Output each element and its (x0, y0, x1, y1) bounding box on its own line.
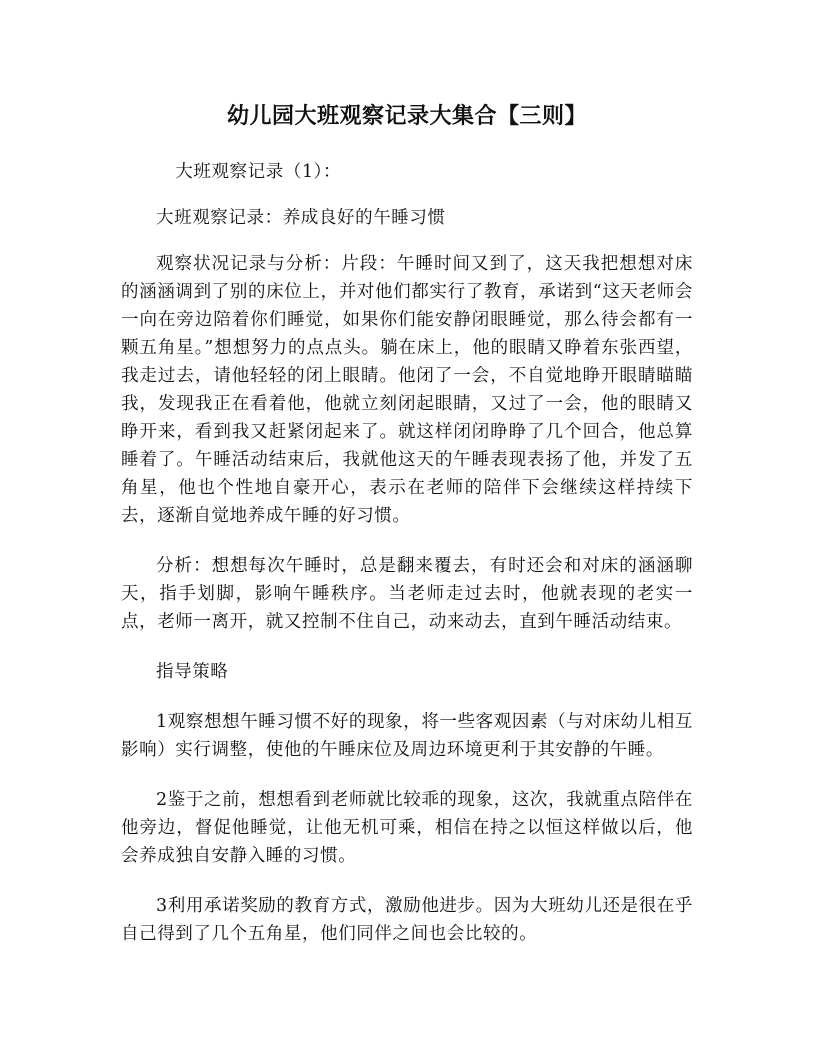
observation-paragraph: 观察状况记录与分析：片段：午睡时间又到了，这天我把想想对床的涵涵调到了别的床位上，并对他们都实行了教育，承诺到“这天老师会一向在旁边陪着你们睡觉，如果你们能安静闭眼睡觉，那么待会都有一颗五角星。”想想努力的点点头。躺在床上，他的眼睛又睁着东张西望，我走过去，请他轻轻的闭上眼睛。他闭了一会，不自觉地睁开眼睛瞄瞄我，发现我正在看着他，他就立刻闭起眼睛，又过了一会，他的眼睛又睁开来，看到我又赶紧闭起来了。就这样闭闭睁睁了几个回合，他总算睡着了。午睡活动结束后，我就他这天的午睡表现表扬了他，并发了五角星，他也个性地自豪开心，表示在老师的陪伴下会继续这样持续下去，逐渐自觉地养成午睡的好习惯。 (121, 254, 693, 526)
section-heading: 大班观察记录（1）： (175, 162, 342, 182)
record-title: 大班观察记录：养成良好的午睡习惯 (156, 208, 446, 228)
document-page (121, 96, 693, 948)
document-title: 幼儿园大班观察记录大集合【三则】 (226, 104, 587, 129)
strategy-item-2: 2鉴于之前，想想看到老师就比较乖的现象，这次，我就重点陪伴在他旁边，督促他睡觉，让他无机可乘，相信在持之以恒这样做以后，他会养成独自安静入睡的习惯。 (121, 790, 693, 866)
analysis-paragraph: 分析：想想每次午睡时，总是翻来覆去，有时还会和对床的涵涵聊天，指手划脚，影响午睡秩序。当老师走过去时，他就表现的老实一点，老师一离开，就又控制不住自己，动来动去，直到午睡活动结束。 (121, 556, 693, 632)
strategy-heading: 指导策略 (156, 662, 229, 682)
strategy-item-1: 1观察想想午睡习惯不好的现象，将一些客观因素（与对床幼儿相互影响）实行调整，使他的午睡床位及周边环境更利于其安静的午睡。 (121, 712, 693, 760)
strategy-item-3: 3利用承诺奖励的教育方式，激励他进步。因为大班幼儿还是很在乎自己得到了几个五角星，他们同伴之间也会比较的。 (121, 896, 693, 944)
